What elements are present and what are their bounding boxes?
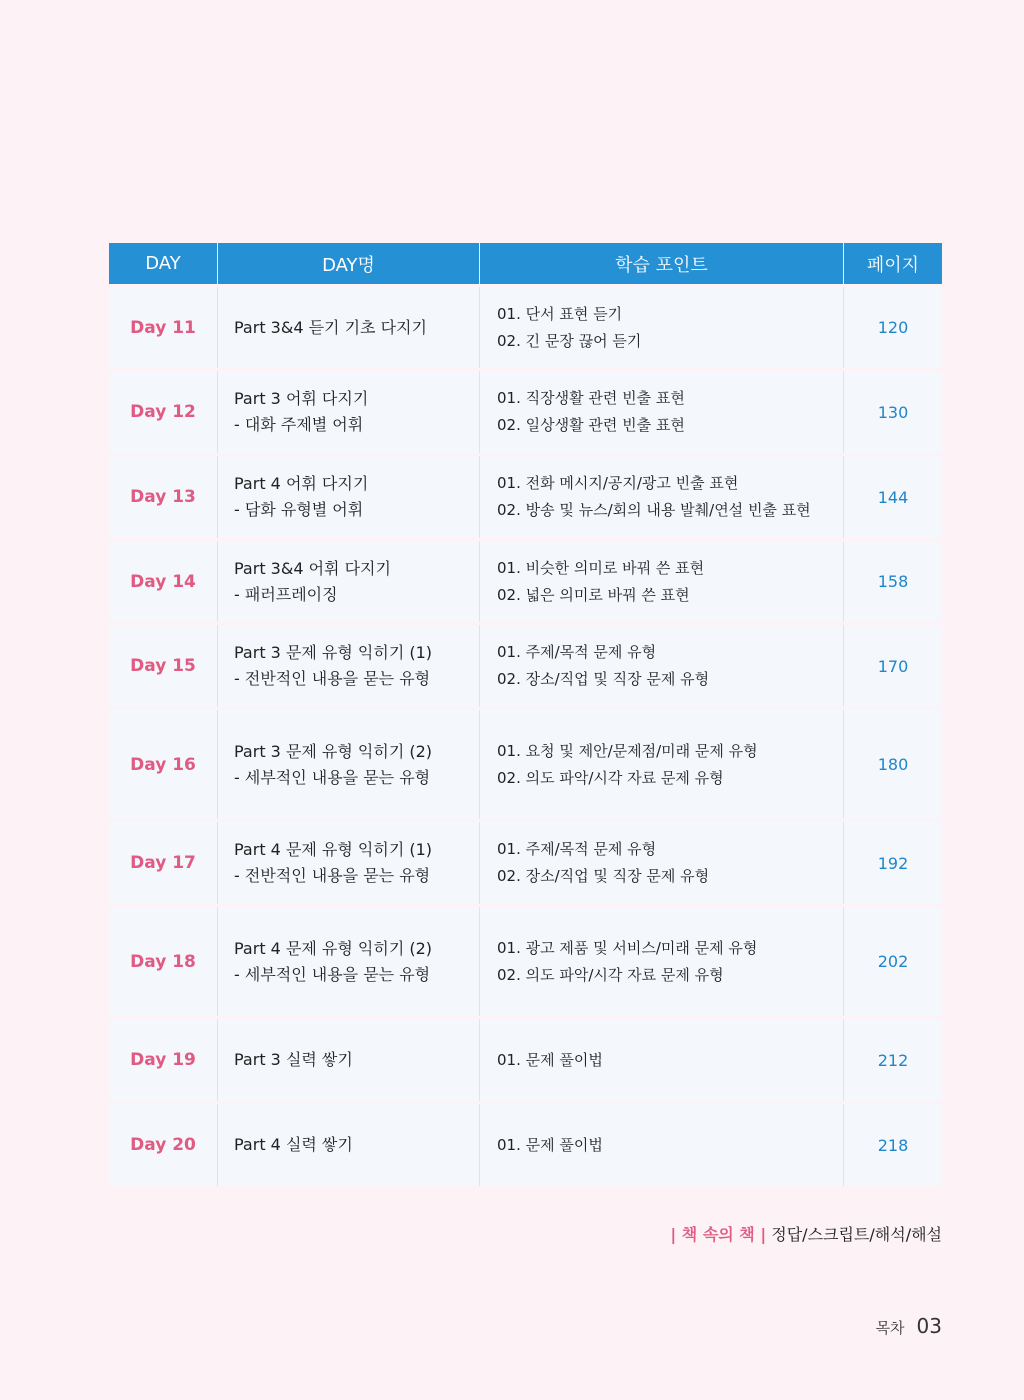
day-title-line: Part 4 실력 쌓기 [234,1135,353,1154]
day-title-line: - 세부적인 내용을 묻는 유형 [234,767,431,787]
day-title-cell [218,371,480,453]
schedule-table [109,243,942,1186]
learning-point: 02. 의도 파악/시각 자료 문제 유형 [497,768,724,787]
day-cell: Day 15 [109,625,218,707]
day-title-cell [218,541,480,622]
day-title-cell [218,1019,480,1101]
learning-point: 02. 의도 파악/시각 자료 문제 유형 [497,965,724,984]
page-footer [876,1314,942,1338]
learning-point: 01. 전화 메시지/공지/광고 빈출 표현 [497,474,739,492]
day-title-cell [218,1104,480,1186]
day-cell: Day 12 [109,371,218,453]
day-title-line: - 전반적인 내용을 묻는 유형 [234,669,431,688]
table-row [109,1016,942,1101]
day-cell: Day 17 [109,822,218,904]
table-row [109,904,942,1016]
day-title-line: - 전반적인 내용을 묻는 유형 [234,866,431,885]
learning-point: 02. 장소/직업 및 직장 문제 유형 [497,867,710,885]
day-cell: Day 13 [109,456,218,538]
day-cell: Day 18 [109,907,218,1016]
day-cell: Day 20 [109,1104,218,1186]
learning-point: 02. 넓은 의미로 바꿔 쓴 표현 [497,585,690,604]
page-cell: 130 [877,402,909,422]
page-cell: 202 [877,952,909,971]
day-title-line: - 패러프레이징 [234,584,338,604]
learning-points-cell [480,710,844,819]
book-in-book-label: | 책 속의 책 | [670,1225,767,1244]
book-in-book-contents: 정답/스크립트/해석/해설 [771,1225,942,1244]
table-row [109,453,942,538]
table-row [109,819,942,904]
book-in-book-note [670,1222,942,1245]
learning-point: 02. 긴 문장 끊어 듣기 [497,331,642,350]
learning-point: 01. 요청 및 제안/문제점/미래 문제 유형 [497,741,758,760]
header-day-name: DAY명 [218,243,480,284]
day-title-line: Part 3&4 듣기 기초 다지기 [234,317,427,337]
day-cell: Day 14 [109,541,218,622]
day-title-line: Part 4 문제 유형 익히기 (2) [234,938,433,958]
table-row [109,1101,942,1186]
learning-points-cell [480,541,844,622]
learning-point: 01. 비슷한 의미로 바꿔 쓴 표현 [497,558,705,577]
page-cell: 120 [877,318,909,337]
day-title-cell [218,822,480,904]
day-title-line: Part 3 어휘 다지기 [234,389,369,408]
page-cell: 218 [877,1135,909,1155]
learning-point: 02. 일상생활 관련 빈출 표현 [497,416,685,434]
day-title-line: - 대화 주제별 어휘 [234,415,364,434]
learning-points-cell [480,456,844,538]
day-title-line: - 담화 유형별 어휘 [234,500,364,519]
learning-points-cell [480,287,844,368]
day-title-line: - 세부적인 내용을 묻는 유형 [234,964,431,984]
day-cell: Day 11 [109,287,218,368]
table-row [109,368,942,453]
day-cell: Day 16 [109,710,218,819]
table-body [109,284,942,1186]
table-row [109,284,942,368]
day-title-line: Part 3&4 어휘 다지기 [234,558,391,578]
day-title-cell [218,710,480,819]
page-cell: 212 [877,1050,909,1070]
learning-point: 01. 광고 제품 및 서비스/미래 문제 유형 [497,938,758,957]
header-day: DAY [109,243,218,284]
learning-point: 01. 문제 풀이법 [497,1135,603,1154]
learning-points-cell [480,625,844,707]
table-row [109,622,942,707]
day-title-cell [218,456,480,538]
day-title-cell [218,625,480,707]
day-title-cell [218,287,480,368]
page-cell: 144 [877,487,909,507]
page-cell: 170 [877,656,909,676]
learning-point: 01. 주제/목적 문제 유형 [497,840,657,858]
day-title-cell [218,907,480,1016]
day-title-line: Part 4 어휘 다지기 [234,474,369,493]
page-number: 03 [916,1314,942,1338]
learning-points-cell [480,822,844,904]
page-cell: 180 [877,755,909,774]
learning-point: 01. 직장생활 관련 빈출 표현 [497,389,685,407]
day-title-line: Part 3 실력 쌓기 [234,1050,353,1069]
learning-points-cell [480,371,844,453]
learning-points-cell [480,1104,844,1186]
page-cell: 192 [877,853,909,873]
header-page: 페이지 [866,254,920,276]
table-row [109,707,942,819]
footer-label: 목차 [875,1319,905,1337]
day-title-line: Part 3 문제 유형 익히기 (2) [234,741,433,761]
table-header [109,243,942,284]
table-row [109,538,942,622]
day-title-line: Part 4 문제 유형 익히기 (1) [234,840,433,859]
day-cell: Day 19 [109,1019,218,1101]
learning-point: 01. 주제/목적 문제 유형 [497,643,657,661]
learning-point: 02. 방송 및 뉴스/회의 내용 발췌/연설 빈출 표현 [497,501,811,519]
day-title-line: Part 3 문제 유형 익히기 (1) [234,643,433,662]
learning-point: 02. 장소/직업 및 직장 문제 유형 [497,670,710,688]
header-learning-points: 학습 포인트 [480,243,844,284]
learning-points-cell [480,907,844,1016]
learning-points-cell [480,1019,844,1101]
page-cell: 158 [877,572,909,591]
learning-point: 01. 문제 풀이법 [497,1050,603,1069]
learning-point: 01. 단서 표현 듣기 [497,304,623,323]
